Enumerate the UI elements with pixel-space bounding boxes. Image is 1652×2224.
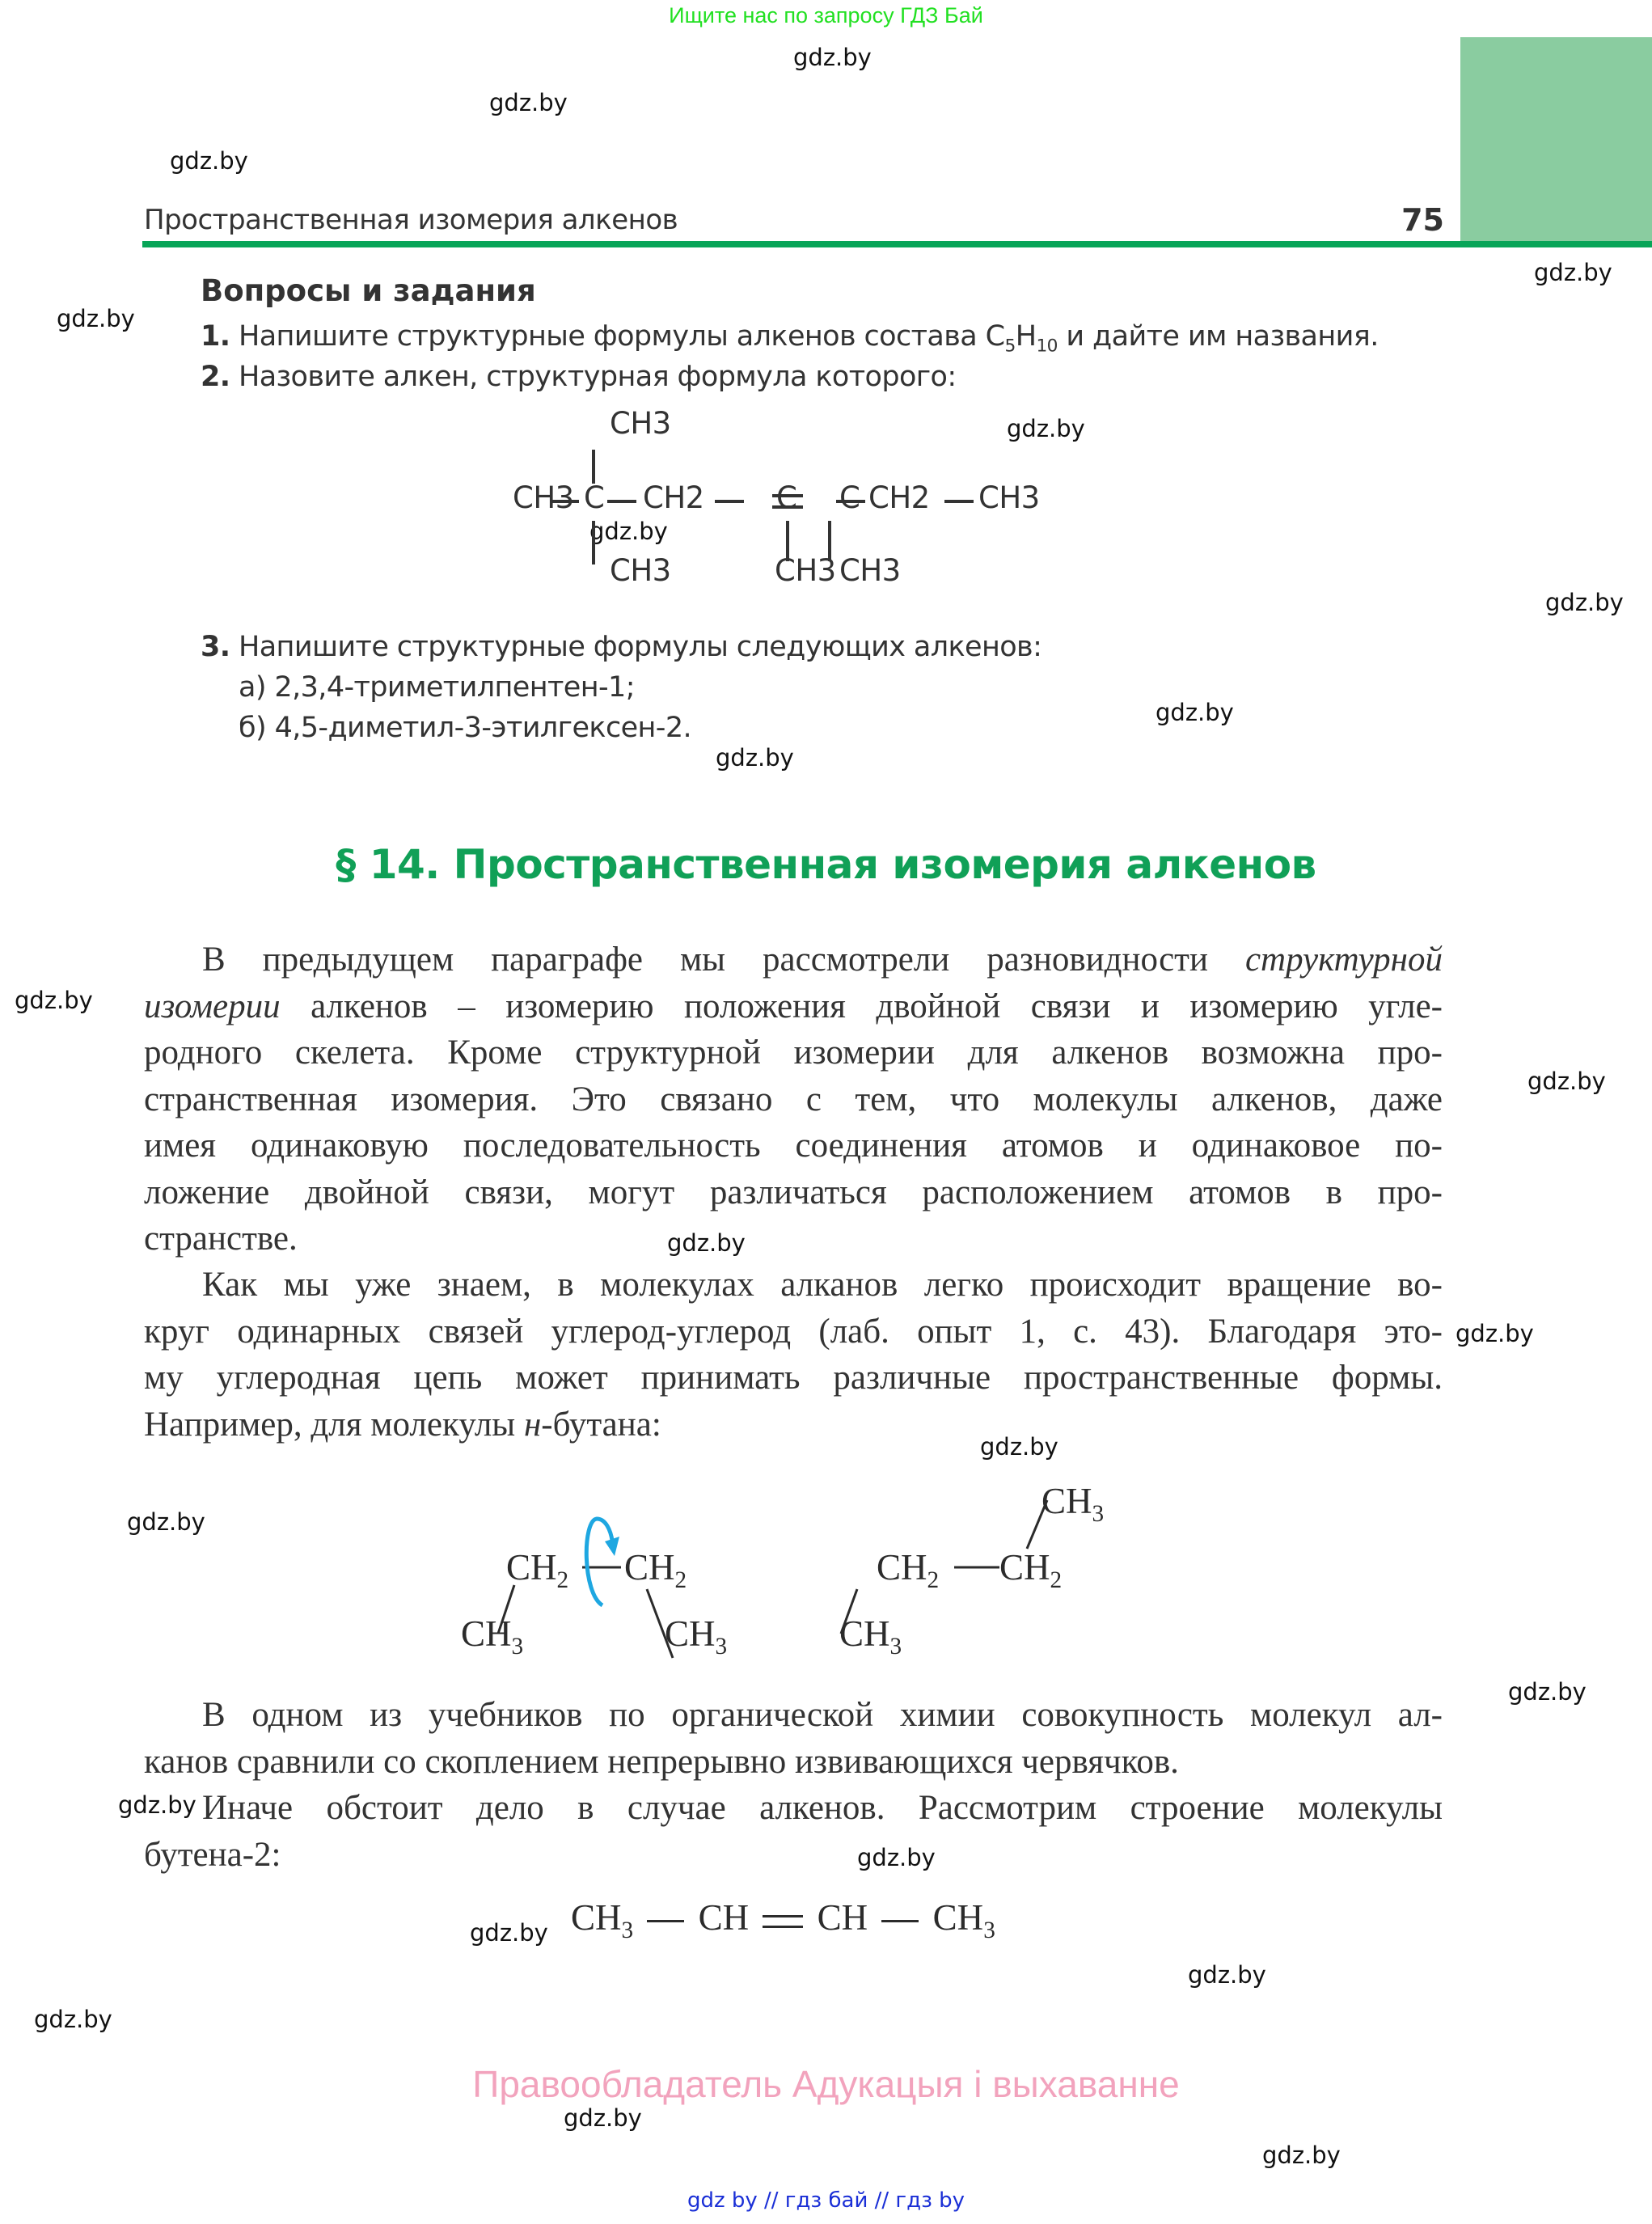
question-1 <box>201 320 1379 357</box>
chain-atom: CH3 <box>978 480 1040 515</box>
chain-atom: CH2 <box>643 480 704 515</box>
branch-bottom: CH3 <box>839 553 901 588</box>
chain-atom: C <box>584 480 605 515</box>
watermark: gdz.by <box>857 1844 936 1871</box>
watermark: gdz.by <box>1527 1068 1606 1095</box>
atom-ch2: $CH_2$ <box>877 1547 940 1594</box>
butene-formula: $CH_3$ CH CH $CH_3$ <box>571 1897 995 1944</box>
text-line: странственная изомерия. Это связано с тем, что молекулы алкенов, даже <box>144 1080 1443 1118</box>
question-3-item-b: б) 4,5-диметил-3-этилгексен-2. <box>239 712 692 744</box>
watermark: gdz.by <box>667 1229 746 1257</box>
watermark: gdz.by <box>564 2104 642 2132</box>
watermark: gdz.by <box>118 1791 196 1819</box>
butane-diagram <box>453 1472 1132 1666</box>
watermark: gdz.by <box>57 305 135 332</box>
chain-atom: CH3 <box>513 480 574 515</box>
watermark: gdz.by <box>1534 259 1612 286</box>
watermark: gdz.by <box>1156 699 1234 726</box>
text-line: В одном из учебников по органической химии совокупность молекул ал- <box>202 1696 1443 1734</box>
search-banner: Ищите нас по запросу ГДЗ Бай <box>669 3 983 27</box>
question-2 <box>201 361 957 393</box>
chapter-tab <box>1460 37 1652 241</box>
text-line: канов сравнили со скоплением непрерывно извивающихся червячков. <box>144 1742 1179 1781</box>
text-line: странстве. <box>144 1220 298 1258</box>
question-text: Напишите структурные формулы алкенов состава C <box>238 320 1005 353</box>
question-number: 2. <box>201 361 230 393</box>
question-3-item-a: а) 2,3,4-триметилпентен-1; <box>239 671 635 704</box>
watermark: gdz.by <box>1262 2142 1341 2169</box>
running-title: Пространственная изомерия алкенов <box>144 204 678 236</box>
subscript: 10 <box>1036 336 1058 357</box>
question-number: 3. <box>201 631 230 663</box>
text-line: Как мы уже знаем, в молекулах алканов легко происходит вращение во- <box>202 1266 1443 1304</box>
question-text: Напишите структурные формулы следующих алкенов: <box>238 631 1042 663</box>
watermark: gdz.by <box>1007 415 1085 442</box>
header-divider <box>142 241 1652 247</box>
watermark: gdz.by <box>1188 1961 1266 1989</box>
atom-ch3: $CH_3$ <box>665 1613 728 1660</box>
text-line: ложение двойной связи, могут различаться расположением атомов в про- <box>144 1173 1443 1211</box>
text-line: имея одинаковую последовательность соединения атомов и одинаковое по- <box>144 1127 1443 1165</box>
atom-ch2: $CH_2$ <box>999 1547 1063 1594</box>
double-bond <box>763 1915 803 1928</box>
paragraph-3 <box>144 1692 1443 1878</box>
rotation-arrow-icon <box>586 1519 613 1605</box>
chain-atom: C <box>839 480 860 515</box>
paragraph-1 <box>144 937 1443 1262</box>
paragraph-2 <box>144 1262 1443 1448</box>
single-bond <box>881 1920 919 1922</box>
watermark: gdz.by <box>127 1508 205 1536</box>
text-line: му углеродная цепь может принимать различные пространственные формы. <box>144 1359 1443 1397</box>
footer-links[interactable]: gdz by // гдз бай // гдз by <box>687 2188 965 2213</box>
watermark: gdz.by <box>489 89 568 116</box>
watermark: gdz.by <box>470 1919 548 1947</box>
watermark: gdz.by <box>716 744 794 772</box>
watermark: gdz.by <box>1545 589 1624 616</box>
question-3 <box>201 631 1041 663</box>
text-line: бутена-2: <box>144 1835 281 1874</box>
structural-formula <box>509 403 1124 597</box>
questions-heading: Вопросы и задания <box>201 273 536 308</box>
single-bond <box>647 1920 684 1922</box>
section-title: § 14. Пространственная изомерия алкенов <box>336 841 1316 888</box>
question-number: 1. <box>201 320 230 353</box>
watermark: gdz.by <box>980 1433 1058 1461</box>
watermark: gdz.by <box>170 147 248 175</box>
chain-atom: CH2 <box>868 480 930 515</box>
watermark: gdz.by <box>589 518 668 545</box>
subscript: 5 <box>1004 336 1016 357</box>
atom-ch3: $CH_3$ <box>839 1613 902 1660</box>
text-line: изомерии алкенов – изомерию положения двойной связи и изомерию угле- <box>144 987 1443 1025</box>
branch-bottom: CH3 <box>610 553 671 588</box>
chain-atom: C <box>776 480 797 515</box>
text-line: В предыдущем параграфе мы рассмотрели разновидности структурной <box>202 941 1443 979</box>
watermark: gdz.by <box>1508 1678 1587 1706</box>
page-number: 75 <box>1401 202 1444 238</box>
question-text: и дайте им названия. <box>1057 320 1379 353</box>
watermark: gdz.by <box>34 2006 112 2033</box>
branch-bottom: CH3 <box>775 553 836 588</box>
atom-ch3: $CH_3$ <box>461 1613 524 1660</box>
question-text: H <box>1015 320 1037 353</box>
copyright-notice: Правообладатель Адукацыя і выхаванне <box>472 2063 1180 2105</box>
text-line: Например, для молекулы н-бутана: <box>144 1405 661 1444</box>
branch-top: CH3 <box>610 406 671 441</box>
text-line: родного скелета. Кроме структурной изомерии для алкенов возможна про- <box>144 1034 1443 1072</box>
atom-ch2: $CH_2$ <box>506 1547 569 1594</box>
text-line: Иначе обстоит дело в случае алкенов. Рассмотрим строение молекулы <box>202 1789 1443 1827</box>
watermark: gdz.by <box>793 44 872 71</box>
atom-ch3: $CH_3$ <box>1041 1481 1105 1528</box>
watermark: gdz.by <box>15 987 93 1014</box>
atom-ch2: $CH_2$ <box>624 1547 687 1594</box>
question-text: Назовите алкен, структурная формула которого: <box>238 361 957 393</box>
text-line: круг одинарных связей углерод-углерод (лаб. опыт 1, с. 43). Благодаря это- <box>144 1312 1443 1351</box>
watermark: gdz.by <box>1456 1320 1534 1347</box>
